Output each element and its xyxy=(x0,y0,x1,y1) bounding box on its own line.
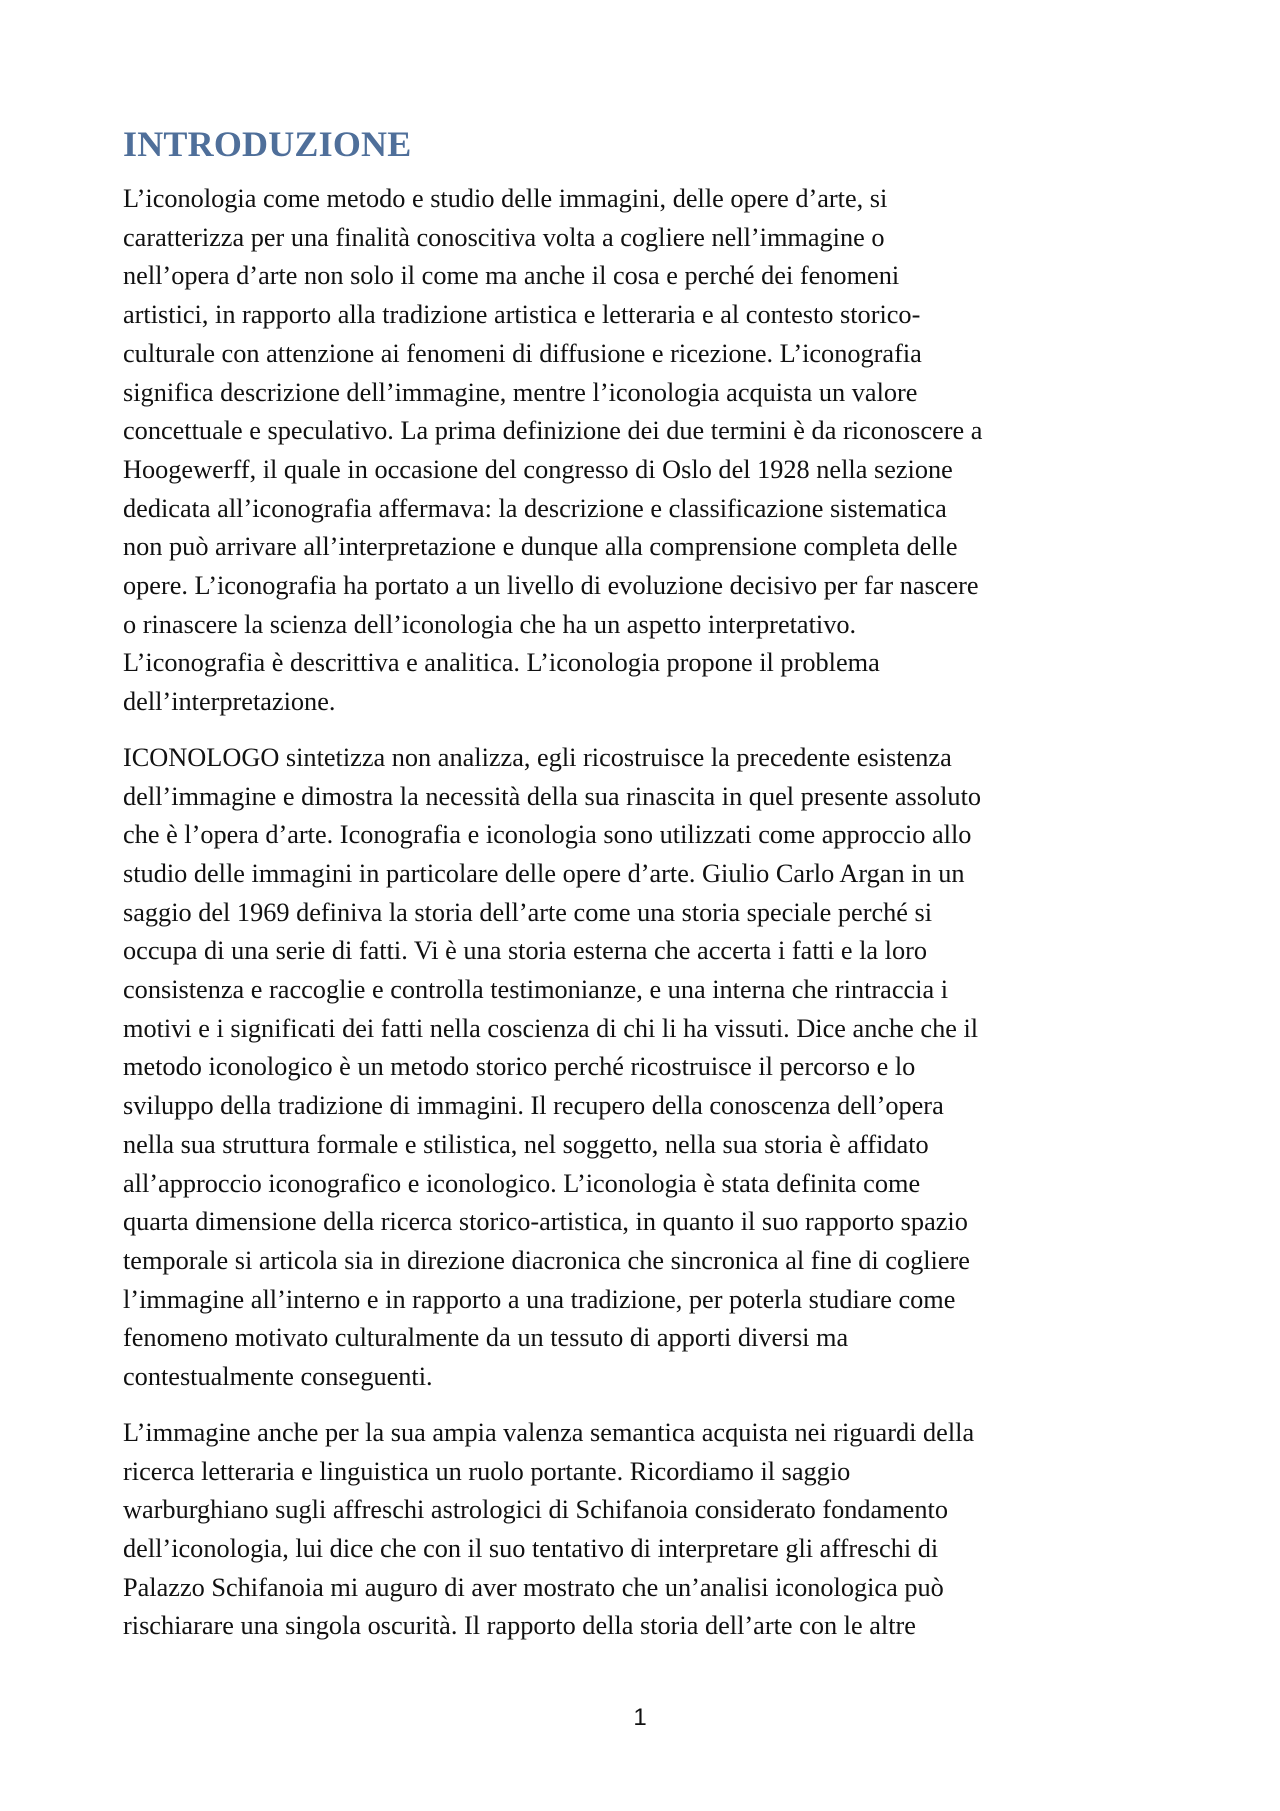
text-line: metodo iconologico è un metodo storico perché ricostruisce il percorso e lo xyxy=(123,1052,916,1082)
text-line: significa descrizione dell’immagine, mentre l’iconologia acquista un valore xyxy=(123,377,918,407)
text-line: artistici, in rapporto alla tradizione artistica e letteraria e al contesto storico- xyxy=(123,300,921,330)
text-line: L’iconografia è descrittiva e analitica. L’iconologia propone il problema xyxy=(123,648,880,678)
text-line: temporale si articola sia in direzione diacronica che sincronica al fine di cogliere xyxy=(123,1245,970,1275)
text-line: dell’interpretazione. xyxy=(123,687,336,717)
body-text xyxy=(123,180,1163,1646)
text-line: dell’iconologia, lui dice che con il suo tentativo di interpretare gli affreschi di xyxy=(123,1533,939,1563)
text-line: fenomeno motivato culturalmente da un tessuto di apporti diversi ma xyxy=(123,1323,849,1353)
text-line: L’iconologia come metodo e studio delle immagini, delle opere d’arte, si xyxy=(123,184,888,213)
text-line: quarta dimensione della ricerca storico-artistica, in quanto il suo rapporto spazio xyxy=(123,1207,968,1237)
text-line: o rinascere la scienza dell’iconologia che ha un aspetto interpretativo. xyxy=(123,609,857,639)
text-line: consistenza e raccoglie e controlla testimonianze, e una interna che rintraccia i xyxy=(123,975,949,1005)
text-line: L’immagine anche per la sua ampia valenza semantica acquista nei riguardi della xyxy=(123,1417,975,1447)
text-line: l’immagine all’interno e in rapporto a una tradizione, per poterla studiare come xyxy=(123,1284,956,1314)
text-line: ricerca letteraria e linguistica un ruolo portante. Ricordiamo il saggio xyxy=(123,1456,851,1486)
text-line: contestualmente conseguenti. xyxy=(123,1362,433,1392)
text-line: non può arrivare all’interpretazione e dunque alla comprensione completa delle xyxy=(123,532,958,562)
text-line: che è l’opera d’arte. Iconografia e iconologia sono utilizzati come approccio allo xyxy=(123,820,972,850)
section-heading: INTRODUZIONE xyxy=(123,124,412,164)
text-line: motivi e i significati dei fatti nella coscienza di chi li ha vissuti. Dice anche che il xyxy=(123,1013,979,1043)
text-line: dedicata all’iconografia affermava: la descrizione e classificazione sistematica xyxy=(123,493,947,523)
page-number: 1 xyxy=(633,1704,647,1731)
text-line: concettuale e speculativo. La prima definizione dei due termini è da riconoscere a xyxy=(123,416,983,446)
paragraph xyxy=(123,1414,1163,1646)
paragraph xyxy=(123,739,1163,1397)
text-line: Palazzo Schifanoia mi auguro di aver mostrato che un’analisi iconologica può xyxy=(123,1572,944,1602)
text-line: Hoogewerff, il quale in occasione del congresso di Oslo del 1928 nella sezione xyxy=(123,454,953,484)
page-content xyxy=(123,122,1163,1663)
text-line: saggio del 1969 definiva la storia dell’arte come una storia speciale perché si xyxy=(123,897,933,927)
text-line: ICONOLOGO sintetizza non analizza, egli ricostruisce la precedente esistenza xyxy=(123,742,952,772)
text-line: dell’immagine e dimostra la necessità della sua rinascita in quel presente assoluto xyxy=(123,781,982,811)
text-line: all’approccio iconografico e iconologico. L’iconologia è stata definita come xyxy=(123,1168,921,1198)
text-line: caratterizza per una finalità conoscitiva volta a cogliere nell’immagine o xyxy=(123,222,885,252)
text-line: studio delle immagini in particolare delle opere d’arte. Giulio Carlo Argan in un xyxy=(123,858,965,888)
text-line: nella sua struttura formale e stilistica, nel soggetto, nella sua storia è affidato xyxy=(123,1129,929,1159)
text-line: opere. L’iconografia ha portato a un livello di evoluzione decisivo per far nascere xyxy=(123,571,979,601)
paragraph xyxy=(123,180,1163,722)
text-line: warburghiano sugli affreschi astrologici di Schifanoia considerato fondamento xyxy=(123,1495,948,1525)
text-line: occupa di una serie di fatti. Vi è una storia esterna che accerta i fatti e la loro xyxy=(123,936,928,966)
text-line: culturale con attenzione ai fenomeni di diffusione e ricezione. L’iconografia xyxy=(123,338,922,368)
text-line: rischiarare una singola oscurità. Il rapporto della storia dell’arte con le altre xyxy=(123,1611,916,1641)
text-line: sviluppo della tradizione di immagini. Il recupero della conoscenza dell’opera xyxy=(123,1091,944,1121)
text-line: nell’opera d’arte non solo il come ma anche il cosa e perché dei fenomeni xyxy=(123,261,900,291)
